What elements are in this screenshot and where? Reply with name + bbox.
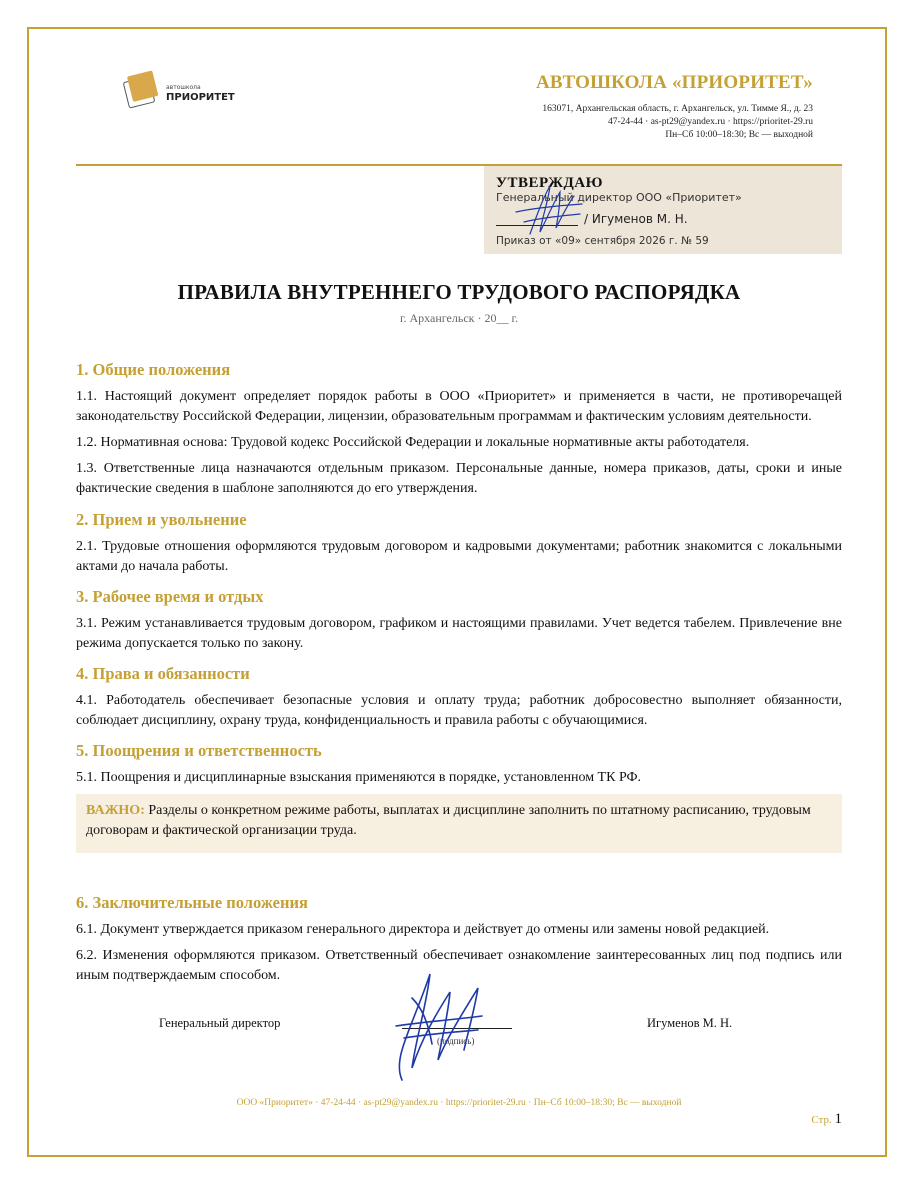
section-heading: 5. Поощрения и ответственность — [76, 741, 322, 760]
section-heading: 1. Общие положения — [76, 360, 231, 379]
note-text: Разделы о конкретном режиме работы, выплатах и дисциплине заполнить по штатному расписанию, трудовым договорам и фактической организации труда. — [86, 803, 811, 838]
section-heading: 4. Права и обязанности — [76, 664, 250, 683]
document-body — [76, 360, 842, 996]
page-label: Стр. — [811, 1114, 832, 1126]
section-3 — [76, 587, 842, 654]
approve-order: Приказ от «09» сентября 2026 г. № 59 — [496, 235, 709, 247]
logo-small-text: автошкола — [166, 84, 201, 91]
logo-text: ПРИОРИТЕТ — [166, 92, 235, 103]
paragraph: 2.1. Трудовые отношения оформляются трудовым договором и кадровыми документами; работник знакомится с локальными актами до начала работы. — [76, 539, 842, 574]
document-subtitle: г. Архангельск · 20__ г. — [399, 311, 519, 325]
footer: ООО «Приоритет» · 47-24-44 · as-pt29@yandex.ru · https://prioritet-29.ru · Пн–Сб 10:00–18:30; Вс — выходной — [236, 1098, 682, 1108]
paragraph: 1.1. Настоящий документ определяет порядок работы в ООО «Приоритет» и применяется в части, не противоречащей законодательству Российской Федерации, лицензии, образовательным программам и фактическим условиям деятельности. — [76, 389, 842, 424]
logo — [122, 70, 235, 116]
handwritten-signature-small — [510, 172, 590, 246]
page-number — [811, 1111, 842, 1128]
paragraph: 6.2. Изменения оформляются приказом. Ответственный обеспечивает ознакомление заинтересованных лиц под подпись или иным подтверждаемым способом. — [76, 948, 842, 983]
paragraph: 1.3. Ответственные лица назначаются отдельным приказом. Персональные данные, номера приказов, даты, сроки и иные фактические сведения в шаблоне заполняются до его утверждения. — [76, 461, 842, 496]
section-heading: 2. Прием и увольнение — [76, 510, 247, 529]
paragraph: 5.1. Поощрения и дисциплинарные взыскания применяются в порядке, установленном ТК РФ. — [76, 770, 642, 785]
org-address: 163071, Архангельская область, г. Архангельск, ул. Тимме Я., д. 23 — [542, 104, 813, 114]
org-hours: Пн–Сб 10:00–18:30; Вс — выходной — [665, 130, 813, 140]
org-name: АВТОШКОЛА «ПРИОРИТЕТ» — [535, 72, 813, 93]
paragraph: 3.1. Режим устанавливается трудовым договором, графиком и настоящими правилами. Учет ведется табелем. Привлечение вне режима допускается только по закону. — [76, 616, 842, 651]
section-2 — [76, 510, 842, 577]
approve-title: УТВЕРЖДАЮ — [496, 175, 604, 191]
section-heading: 3. Рабочее время и отдых — [76, 587, 264, 606]
paragraph: 1.2. Нормативная основа: Трудовой кодекс Российской Федерации и локальные нормативные акты работодателя. — [76, 435, 750, 450]
org-header — [536, 72, 813, 142]
approve-position: Генеральный директор ООО «Приоритет» — [496, 191, 742, 204]
paragraph: 6.1. Документ утверждается приказом генерального директора и действует до отмены или замены новой редакцией. — [76, 922, 770, 937]
signature-caption: (подпись) — [437, 1036, 475, 1046]
page-number-value: 1 — [834, 1111, 842, 1127]
section-1 — [76, 360, 842, 499]
section-4 — [76, 664, 842, 731]
section-heading: 6. Заключительные положения — [76, 893, 308, 912]
note-label: ВАЖНО: — [86, 803, 145, 818]
approval-stamp — [484, 166, 842, 254]
approve-signer: / Игуменов М. Н. — [584, 212, 688, 226]
section-5 — [76, 741, 842, 788]
handwritten-signature — [382, 968, 492, 1088]
signature-name: Игуменов М. Н. — [647, 1016, 733, 1030]
document-title: ПРАВИЛА ВНУТРЕННЕГО ТРУДОВОГО РАСПОРЯДКА — [177, 280, 741, 304]
signature-position: Генеральный директор — [159, 1016, 281, 1030]
org-contacts: 47-24-44 · as-pt29@yandex.ru · https://prioritet-29.ru — [607, 117, 813, 127]
important-note — [76, 794, 842, 853]
paragraph: 4.1. Работодатель обеспечивает безопасные условия и оплату труда; работник добросовестно выполняет обязанности, соблюдает дисциплину, охрану труда, конфиденциальность и правила работы с обучающимися. — [76, 693, 842, 728]
